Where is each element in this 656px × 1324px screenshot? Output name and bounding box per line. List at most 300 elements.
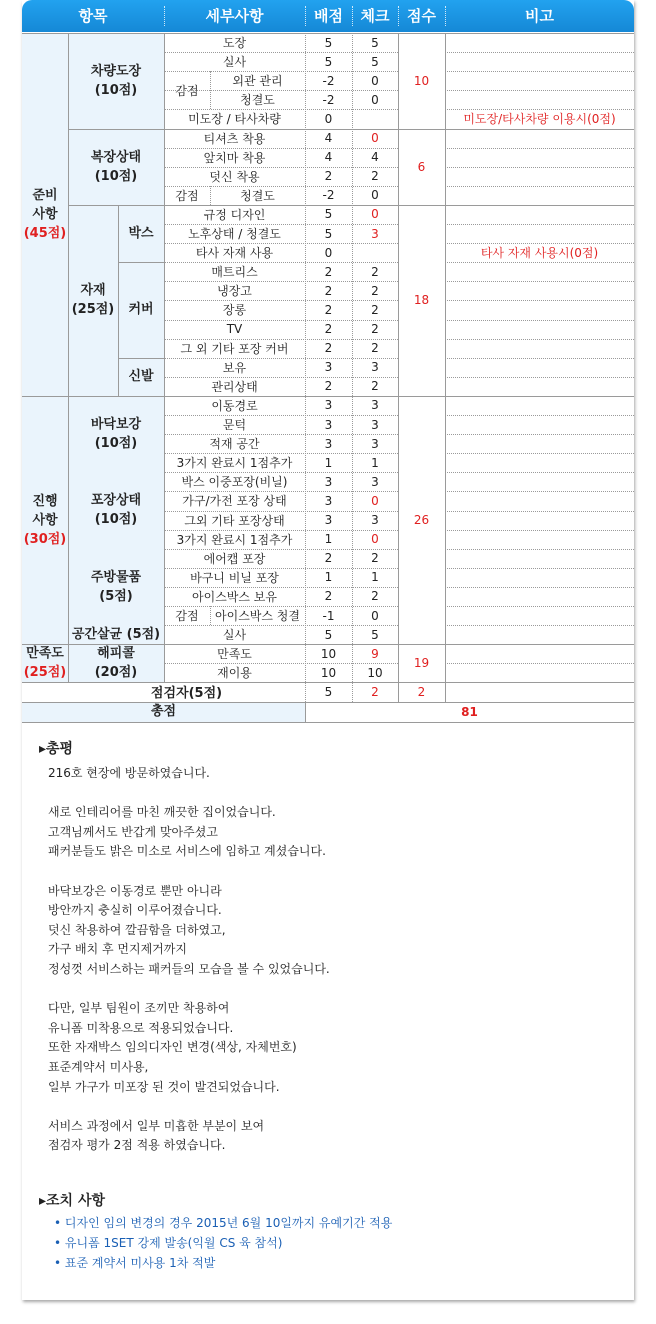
max-score: 3 [324, 417, 333, 432]
detail-item: 타사 자재 사용 [195, 246, 274, 261]
max-score: 10 [320, 665, 337, 680]
bullet-icon: • [54, 1216, 65, 1230]
detail-item: 가구/가전 포장 상태 [182, 494, 287, 509]
inspection-report [22, 0, 634, 1300]
check-value: 1 [371, 455, 379, 470]
note-cell [445, 396, 634, 415]
max-score: 1 [324, 532, 333, 547]
max-score: 2 [324, 302, 333, 317]
inspector-label: 점검자(5점) [150, 686, 223, 702]
row-divider [445, 90, 634, 91]
detail-item: 노후상태 / 청결도 [188, 227, 281, 242]
header-item: 항목 [78, 7, 108, 25]
check-value: 1 [371, 570, 379, 585]
inspector-score: 2 [417, 684, 426, 699]
note-cell [445, 320, 634, 339]
row-divider [445, 243, 634, 244]
row-divider [164, 52, 398, 53]
deduction-label: 감점 [175, 188, 199, 203]
row-divider [164, 530, 398, 531]
note-cell [445, 224, 634, 243]
check-value: 3 [371, 226, 379, 241]
check-value: 3 [371, 360, 379, 375]
row-divider [164, 511, 398, 512]
detail-item: 보유 [222, 360, 247, 375]
detail-item: 그 외 기타 포장 커버 [180, 341, 289, 356]
subgroup-points: (10점) [94, 512, 138, 528]
row-divider [445, 472, 634, 473]
detail-item: 문턱 [222, 418, 247, 433]
row-divider [164, 663, 398, 664]
check-value: 0 [371, 92, 379, 107]
row-divider [164, 606, 398, 607]
note-cell [445, 90, 634, 109]
subgroup-points: (10점) [94, 168, 138, 184]
action-item [54, 1214, 392, 1231]
group-name: 준비 [32, 187, 58, 203]
check-value: 4 [371, 150, 379, 165]
row-divider [164, 358, 398, 359]
row-divider [445, 663, 634, 664]
row-divider [118, 358, 164, 359]
subgroup-vehicle [68, 33, 164, 129]
max-score: 3 [324, 436, 333, 451]
deduction-label: 감점 [175, 83, 199, 98]
bullet-icon: • [54, 1236, 65, 1250]
group-points: (45점) [23, 225, 67, 241]
check-value [352, 243, 398, 262]
row-divider [445, 167, 634, 168]
actions-heading: ▸조치 사항 [39, 1193, 106, 1209]
detail-item: 매트리스 [211, 265, 258, 280]
detail-item: 청결도 [240, 93, 275, 108]
detail-item: 장롱 [222, 303, 247, 318]
row-divider [164, 300, 398, 301]
row-divider [164, 186, 398, 187]
row-divider [445, 281, 634, 282]
check-value: 10 [367, 665, 383, 680]
row-divider [445, 530, 634, 531]
section-score: 10 [413, 73, 430, 88]
summary-line: 유니폼 미착용으로 적용되었습니다. [48, 1020, 234, 1035]
max-score: 2 [324, 283, 333, 298]
row-divider [164, 491, 398, 492]
note-cell [445, 415, 634, 434]
note-cell [445, 33, 634, 52]
row-divider [445, 415, 634, 416]
summary-line: 가구 배치 후 먼지제거까지 [48, 942, 187, 957]
note-cell [445, 472, 634, 491]
subgroup-sterilize [68, 625, 164, 644]
check-value: 9 [371, 646, 379, 661]
note-cell [445, 300, 634, 319]
row-divider [68, 129, 634, 130]
check-value: 3 [371, 513, 379, 528]
note-cell [445, 186, 634, 205]
row-divider [445, 320, 634, 321]
summary-line: 점검자 평가 2점 적용 하였습니다. [48, 1138, 226, 1153]
detail-item: 그외 기타 포장상태 [184, 513, 285, 528]
row-divider [164, 71, 398, 72]
check-value: 5 [371, 627, 379, 642]
detail-item: 3가지 완료시 1점추가 [176, 456, 293, 471]
summary-line: 다만, 일부 팀원이 조끼만 착용하여 [48, 1001, 230, 1016]
summary-line: 정성껏 서비스하는 패커들의 모습을 볼 수 있었습니다. [48, 962, 330, 976]
summary-line: 바닥보강은 이동경로 뿐만 아니라 [48, 883, 222, 898]
max-score: 5 [324, 207, 333, 222]
summary-section [22, 718, 634, 1300]
header-check: 체크 [360, 7, 390, 25]
summary-line: 덧신 착용하여 깔끔함을 더하였고, [48, 922, 226, 937]
detail-item: 규정 디자인 [203, 207, 266, 222]
row-divider [164, 224, 398, 225]
summary-line: 서비스 과정에서 일부 미흡한 부분이 보여 [48, 1118, 265, 1133]
check-value: 0 [371, 131, 379, 146]
subgroup-floor [68, 396, 164, 472]
actions-title: 조치 사항 [46, 1193, 106, 1209]
note-cell [445, 358, 634, 377]
row-divider [68, 396, 634, 397]
subgroup-name: 주방물품 [90, 569, 142, 585]
summary-line: 216호 현장에 방문하였습니다. [48, 766, 210, 780]
note-cell [445, 205, 634, 224]
deduction-label: 감점 [175, 609, 199, 624]
row-divider [445, 148, 634, 149]
subgroup-name: 복장상태 [90, 149, 142, 165]
note-cell [445, 568, 634, 587]
note-cell: 타사 자재 사용시(0점) [480, 246, 599, 261]
row-divider [164, 109, 398, 110]
row-divider [445, 453, 634, 454]
subgroup-name: 해피콜 [97, 646, 135, 662]
detail-item: 실사 [222, 55, 247, 70]
sub2-name: 신발 [128, 369, 154, 385]
group-satisfaction [22, 644, 68, 682]
subgroup-points: (5점) [99, 588, 133, 604]
section-score: 19 [413, 656, 430, 671]
check-value: 2 [371, 341, 379, 356]
row-divider [68, 682, 634, 683]
row-divider [445, 186, 634, 187]
note-cell [445, 377, 634, 396]
max-score: 2 [324, 379, 333, 394]
summary-line: 일부 가구가 미포장 된 것이 발견되었습니다. [48, 1079, 280, 1094]
header-max: 배점 [314, 7, 343, 25]
check-value: 2 [371, 283, 379, 298]
header-score: 점수 [407, 7, 436, 25]
row-divider [445, 568, 634, 569]
check-value: 0 [371, 188, 379, 203]
detail-item: 바구니 비닐 포장 [190, 570, 279, 585]
check-value: 0 [371, 207, 379, 222]
subgroup-name: 공간살균 (5점) [71, 627, 161, 643]
section-score: 6 [417, 159, 426, 174]
row-divider [164, 262, 398, 263]
row-divider [164, 625, 398, 626]
row-divider [445, 606, 634, 607]
note-cell [445, 453, 634, 472]
detail-item: 도장 [222, 36, 247, 51]
row-divider [445, 511, 634, 512]
group-progress [22, 396, 68, 644]
group-name: 사항 [32, 206, 58, 222]
column-divider [398, 33, 399, 702]
row-divider [445, 377, 634, 378]
column-divider [210, 186, 211, 205]
check-value: 2 [371, 302, 379, 317]
max-score: 4 [324, 150, 333, 165]
subgroup-name: 차량도장 [90, 63, 142, 79]
detail-item: 미도장 / 타사차량 [188, 112, 281, 127]
section-score: 18 [413, 293, 430, 308]
max-score: 5 [324, 226, 333, 241]
max-score: -2 [322, 92, 335, 107]
row-divider [164, 281, 398, 282]
note-cell [445, 129, 634, 148]
summary-line: 고객님께서도 반갑게 맞아주셨고 [48, 824, 218, 839]
row-divider [445, 625, 634, 626]
note-cell [445, 625, 634, 644]
detail-item: 이동경로 [211, 398, 258, 413]
subgroup-points: (10점) [94, 82, 138, 98]
check-value: 3 [371, 417, 379, 432]
row-divider [445, 262, 634, 263]
check-value: 5 [371, 54, 379, 69]
subgroup-name: 포장상태 [90, 493, 142, 509]
row-divider [22, 33, 634, 34]
note-cell [445, 663, 634, 682]
inspector-check: 2 [371, 684, 379, 699]
note-cell [445, 71, 634, 90]
subgroup-name: 자재 [80, 283, 106, 299]
detail-item: 3가지 완료시 1점추가 [176, 532, 293, 547]
max-score: 2 [324, 341, 333, 356]
detail-item: 냉장고 [217, 284, 252, 299]
sub2-box [118, 205, 164, 262]
detail-item: 아이스박스 보유 [192, 589, 277, 604]
max-score: 3 [324, 474, 333, 489]
note-cell [445, 587, 634, 606]
max-score: 3 [324, 398, 333, 413]
check-value: 0 [371, 608, 379, 623]
check-value: 2 [371, 322, 379, 337]
note-cell: 미도장/타사차량 이용시(0점) [463, 112, 616, 127]
summary-line: 패커분들도 밝은 미소로 서비스에 임하고 계셨습니다. [48, 844, 326, 859]
max-score: 10 [320, 646, 337, 661]
row-divider [445, 549, 634, 550]
column-divider [164, 33, 165, 682]
check-value: 3 [371, 398, 379, 413]
note-cell [445, 434, 634, 453]
row-divider [164, 320, 398, 321]
action-text: 유니폼 1SET 강제 발송(익월 CS 육 참석) [64, 1236, 283, 1250]
sub2-shoes [118, 358, 164, 396]
row-divider [22, 396, 68, 397]
row-divider [445, 587, 634, 588]
note-cell [445, 262, 634, 281]
detail-item: 외관 관리 [232, 74, 283, 89]
group-name: 사항 [32, 512, 58, 528]
check-value [352, 109, 398, 128]
note-cell [445, 281, 634, 300]
detail-item: 아이스박스 청결 [215, 609, 300, 624]
header-note: 비고 [525, 7, 554, 25]
row-divider [68, 644, 634, 645]
row-divider [445, 52, 634, 53]
table-header [22, 0, 634, 32]
detail-item: 만족도 [217, 647, 252, 662]
row-divider [445, 358, 634, 359]
sub2-name: 커버 [128, 302, 154, 318]
subgroup-points: (20점) [94, 665, 138, 681]
row-divider [164, 90, 398, 91]
note-cell [445, 339, 634, 358]
row-divider [164, 453, 398, 454]
check-value: 0 [371, 73, 379, 88]
row-divider [118, 262, 164, 263]
subgroup-happycall [68, 644, 164, 682]
check-value: 3 [371, 436, 379, 451]
action-item [54, 1234, 282, 1251]
row-divider [445, 71, 634, 72]
max-score: 3 [324, 513, 333, 528]
max-score: 2 [324, 589, 333, 604]
check-value: 2 [371, 264, 379, 279]
max-score: 3 [324, 493, 333, 508]
row-divider [22, 644, 68, 645]
section-score: 26 [413, 513, 430, 528]
detail-item: 에어캡 포장 [203, 551, 266, 566]
detail-item: 앞치마 착용 [203, 150, 266, 165]
max-score: 1 [324, 455, 333, 470]
note-cell [445, 167, 634, 186]
row-divider [68, 205, 634, 206]
summary-line: 방안까지 충실히 이루어졌습니다. [48, 903, 222, 918]
row-divider [445, 300, 634, 301]
check-value: 3 [371, 474, 379, 489]
column-divider [210, 606, 211, 625]
check-value: 0 [371, 493, 379, 508]
summary-line: 또한 자재박스 임의디자인 변경(색상, 자체번호) [48, 1040, 297, 1055]
row-divider [164, 167, 398, 168]
detail-item: 박스 이중포장(비닐) [181, 475, 288, 490]
detail-item: 청결도 [240, 188, 275, 203]
row-divider [445, 339, 634, 340]
check-value: 2 [371, 169, 379, 184]
row-divider [164, 243, 398, 244]
sub2-name: 박스 [128, 226, 154, 242]
max-score: -1 [322, 608, 335, 623]
subgroup-name: 바닥보강 [90, 417, 142, 433]
column-divider [305, 33, 306, 702]
max-score: 5 [324, 627, 333, 642]
subgroup-materials [68, 205, 118, 396]
row-divider [22, 702, 634, 703]
check-value: 2 [371, 379, 379, 394]
check-value: 2 [371, 589, 379, 604]
summary-line: 표준계약서 미사용, [48, 1060, 149, 1074]
row-divider [445, 434, 634, 435]
max-score: 2 [324, 264, 333, 279]
summary-heading: ▸총평 [39, 741, 74, 757]
row-divider [164, 568, 398, 569]
column-divider [210, 71, 211, 109]
column-divider [352, 33, 353, 702]
max-score: 1 [324, 570, 333, 585]
subgroup-packing [68, 472, 164, 548]
check-value: 0 [371, 532, 379, 547]
note-cell [445, 52, 634, 71]
summary-line: 새로 인테리어를 마친 깨끗한 집이었습니다. [48, 805, 276, 820]
group-name: 진행 [32, 493, 58, 509]
bullet-icon: • [54, 1256, 65, 1270]
max-score: 5 [324, 54, 333, 69]
check-value: 2 [371, 551, 379, 566]
detail-item: 재이용 [217, 666, 252, 681]
column-divider [118, 205, 119, 396]
detail-item: 관리상태 [211, 379, 258, 394]
summary-title: 총평 [46, 741, 74, 757]
detail-item: 실사 [222, 628, 247, 643]
detail-item: TV [226, 322, 243, 337]
row-divider [445, 224, 634, 225]
note-cell [445, 606, 634, 625]
detail-item: 적재 공간 [209, 437, 260, 452]
max-score: 3 [324, 360, 333, 375]
subgroup-attire [68, 129, 164, 205]
total-value: 81 [461, 704, 478, 719]
column-divider [445, 33, 446, 702]
row-divider [164, 377, 398, 378]
detail-item: 티셔츠 착용 [203, 131, 266, 146]
max-score: -2 [322, 73, 335, 88]
row-divider [164, 339, 398, 340]
row-divider [164, 148, 398, 149]
header-detail: 세부사항 [205, 7, 264, 25]
note-cell [445, 549, 634, 568]
row-divider [22, 682, 68, 683]
sub2-cover [118, 262, 164, 358]
max-score: 5 [324, 35, 333, 50]
note-cell [445, 511, 634, 530]
detail-item: 덧신 착용 [209, 169, 260, 184]
group-points: (25점) [23, 665, 67, 681]
note-cell [445, 530, 634, 549]
subgroup-kitchen [68, 549, 164, 625]
max-score: 4 [324, 131, 333, 146]
note-cell [445, 148, 634, 167]
row-divider [445, 109, 634, 110]
row-divider [445, 491, 634, 492]
max-score: 0 [324, 245, 333, 260]
action-text: 디자인 임의 변경의 경우 2015년 6월 10일까지 유예기간 적용 [64, 1216, 393, 1230]
note-cell [445, 491, 634, 510]
row-divider [164, 472, 398, 473]
max-score: 2 [324, 551, 333, 566]
subgroup-points: (25점) [71, 302, 115, 318]
row-divider [164, 415, 398, 416]
note-cell [445, 644, 634, 663]
action-item [54, 1254, 215, 1271]
max-score: 2 [324, 322, 333, 337]
row-divider [164, 434, 398, 435]
group-preparation [22, 33, 68, 396]
check-value: 5 [371, 35, 379, 50]
row-divider [164, 587, 398, 588]
max-score: 0 [324, 111, 333, 126]
max-score: -2 [322, 188, 335, 203]
subgroup-points: (10점) [94, 436, 138, 452]
